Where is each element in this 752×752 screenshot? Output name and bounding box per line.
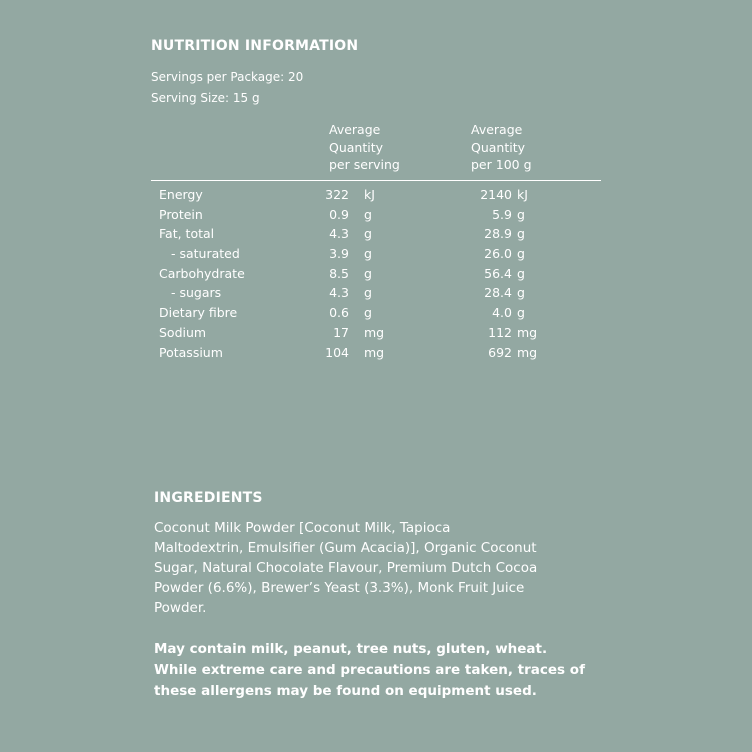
warning-line: May contain milk, peanut, tree nuts, gluten, wheat. — [154, 641, 548, 657]
nutrient-label: Energy — [159, 187, 203, 202]
ingredients-line: Sugar, Natural Chocolate Flavour, Premium Dutch Cocoa — [154, 560, 538, 576]
per-100g-value: 2140 — [480, 187, 512, 202]
ingredients-line: Maltodextrin, Emulsifier (Gum Acacia)], Organic Coconut — [154, 540, 537, 556]
table-row — [151, 343, 601, 363]
warning-line: While extreme care and precautions are taken, traces of — [154, 662, 585, 678]
nutrient-label: Dietary fibre — [159, 305, 238, 321]
table-divider — [151, 180, 601, 181]
serving-size: Serving Size: 15 g — [151, 91, 260, 105]
per-100g-value: 26.0 — [484, 246, 512, 262]
per-100g-value: 28.9 — [484, 226, 512, 242]
per-serving-unit: g — [364, 206, 372, 222]
nutrient-label: Carbohydrate — [159, 265, 245, 281]
per-serving-value: 104 — [325, 344, 349, 360]
per-100g-unit: kJ — [517, 187, 528, 202]
per-serving-unit: g — [364, 246, 372, 262]
header-line: Quantity — [471, 139, 526, 155]
header-line: Average — [471, 122, 523, 137]
column-header-per-100g — [471, 121, 532, 174]
table-row — [151, 205, 601, 225]
per-serving-value: 8.5 — [329, 265, 349, 281]
table-row — [151, 185, 601, 205]
per-serving-value: 0.6 — [329, 305, 349, 321]
table-row — [151, 283, 601, 303]
column-header-per-serving — [329, 121, 400, 174]
per-serving-unit: g — [364, 285, 372, 301]
allergen-warning — [154, 639, 624, 702]
per-100g-value: 692 — [488, 344, 512, 360]
table-row — [151, 264, 601, 284]
per-100g-unit: g — [517, 206, 525, 222]
nutrient-label: Protein — [159, 206, 203, 222]
per-100g-unit: mg — [517, 324, 538, 340]
table-row — [151, 224, 601, 244]
per-serving-value: 17 — [333, 324, 349, 340]
per-serving-value: 3.9 — [329, 246, 349, 262]
header-line: Average — [329, 122, 381, 137]
per-100g-unit: g — [517, 226, 525, 242]
per-serving-unit: mg — [364, 324, 385, 340]
header-line: per 100 g — [471, 157, 532, 172]
table-row — [151, 323, 601, 343]
header-line: per serving — [329, 157, 400, 172]
nutrient-label: Fat, total — [159, 226, 215, 242]
per-100g-unit: mg — [517, 344, 538, 360]
per-serving-unit: mg — [364, 344, 385, 360]
table-row — [151, 303, 601, 323]
nutrient-label: - sugars — [171, 285, 222, 301]
ingredients-panel — [154, 490, 624, 702]
ingredients-line: Powder (6.6%), Brewer’s Yeast (3.3%), Monk Fruit Juice — [154, 580, 525, 596]
nutrient-label: Sodium — [159, 324, 207, 340]
per-100g-unit: g — [517, 246, 525, 262]
per-100g-unit: g — [517, 285, 525, 301]
per-100g-value: 4.0 — [492, 305, 512, 321]
table-row — [151, 244, 601, 264]
per-serving-value: 4.3 — [329, 226, 349, 242]
per-100g-unit: g — [517, 305, 525, 321]
warning-line: these allergens may be found on equipment used. — [154, 683, 537, 699]
nutrition-table-header — [151, 121, 601, 176]
per-serving-unit: g — [364, 305, 372, 321]
nutrient-label: Potassium — [159, 344, 223, 360]
ingredients-line: Powder. — [154, 600, 207, 616]
nutrition-title: NUTRITION INFORMATION — [151, 38, 359, 54]
servings-per-package: Servings per Package: 20 — [151, 70, 304, 84]
per-100g-unit: g — [517, 265, 525, 281]
header-line: Quantity — [329, 139, 384, 155]
ingredients-title: INGREDIENTS — [154, 490, 263, 506]
per-serving-unit: g — [364, 226, 372, 242]
nutrition-panel — [151, 38, 601, 362]
per-serving-unit: kJ — [364, 187, 375, 202]
per-100g-value: 28.4 — [484, 285, 512, 301]
per-100g-value: 5.9 — [492, 206, 512, 222]
per-serving-unit: g — [364, 265, 372, 281]
nutrition-rows — [151, 185, 601, 362]
per-100g-value: 112 — [488, 324, 512, 340]
ingredients-line: Coconut Milk Powder [Coconut Milk, Tapioca — [154, 520, 451, 536]
per-serving-value: 0.9 — [329, 206, 349, 222]
nutrient-label: - saturated — [171, 246, 240, 262]
per-100g-value: 56.4 — [484, 265, 512, 281]
per-serving-value: 4.3 — [329, 285, 349, 301]
ingredients-list — [154, 518, 624, 618]
per-serving-value: 322 — [325, 187, 349, 202]
